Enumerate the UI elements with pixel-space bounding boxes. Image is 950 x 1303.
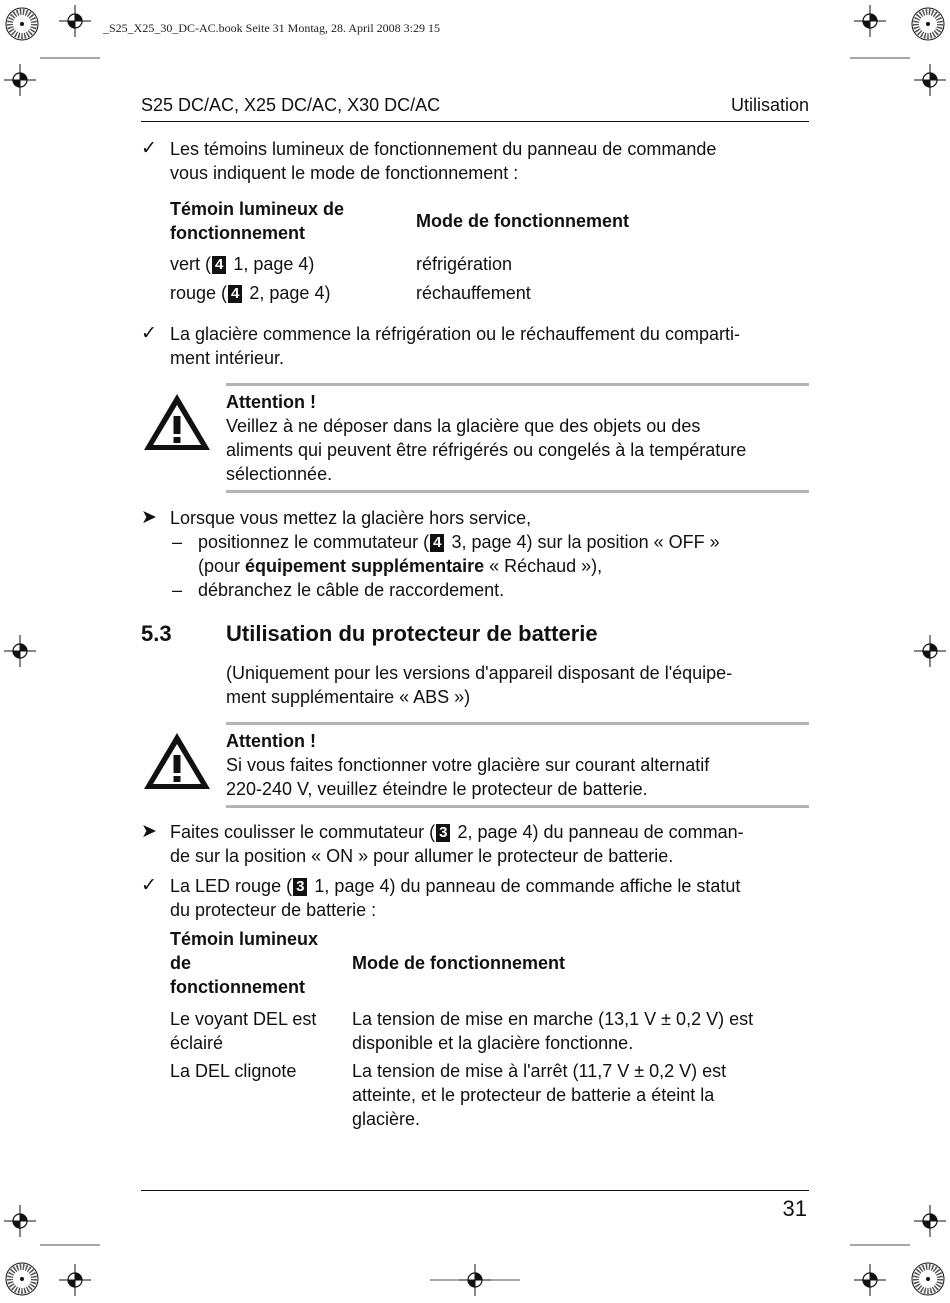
block3-item1: positionnez le commutateur ( 4 3, page 4) sur la position « OFF » <box>198 532 720 552</box>
figure-ref-badge: 3 <box>293 878 307 896</box>
warning1-top-rule <box>226 383 809 386</box>
dash-icon: – <box>172 532 183 552</box>
block3-item1-line2: (pour équipement supplémentaire « Réchaud »), <box>198 556 603 576</box>
table2-row2-c2-l1: La tension de mise à l'arrêt (11,7 V ± 0,2 V) est <box>352 1061 727 1081</box>
block4-line1: Faites coulisser le commutateur ( 3 2, page 4) du panneau de comman- <box>170 822 744 842</box>
table1-row1-indicator: vert ( 4 1, page 4) <box>170 254 315 274</box>
print-slug: _S25_X25_30_DC-AC.book Seite 31 Montag, 28. April 2008 3:29 15 <box>103 21 441 35</box>
table2-row2-c1: La DEL clignote <box>170 1061 297 1081</box>
warning-triangle-icon <box>141 730 213 792</box>
block2-line2: ment intérieur. <box>170 348 285 368</box>
block4-line2: de sur la position « ON » pour allumer le protecteur de batterie. <box>170 846 674 866</box>
check-icon: ✓ <box>141 875 157 896</box>
table2-row2-c2-l3: glacière. <box>352 1109 421 1129</box>
table2-row1-c2-l2: disponible et la glacière fonctionne. <box>352 1033 634 1053</box>
arrow-icon: ➤ <box>141 821 157 842</box>
warning2-title: Attention ! <box>226 731 316 751</box>
page-number: 31 <box>782 1196 807 1221</box>
warning1-line1: Veillez à ne déposer dans la glacière que des objets ou des <box>226 416 701 436</box>
warning2-top-rule <box>226 722 809 725</box>
block3-line1: Lorsque vous mettez la glacière hors service, <box>170 508 532 528</box>
warning1-line2: aliments qui peuvent être réfrigérés ou congelés à la température <box>226 440 747 460</box>
block1-line2: vous indiquent le mode de fonctionnement : <box>170 163 519 183</box>
block2-line1: La glacière commence la réfrigération ou le réchauffement du comparti- <box>170 324 740 344</box>
check-icon: ✓ <box>141 323 157 344</box>
section-number: 5.3 <box>141 621 172 646</box>
header-models: S25 DC/AC, X25 DC/AC, X30 DC/AC <box>141 95 441 115</box>
block1-line1: Les témoins lumineux de fonctionnement du panneau de commande <box>170 139 717 159</box>
warning-triangle-icon <box>141 391 213 453</box>
block5-line2: du protecteur de batterie : <box>170 900 377 920</box>
table2-col2-header: Mode de fonctionnement <box>352 953 565 973</box>
header-rule <box>141 121 809 122</box>
block3-item2: débranchez le câble de raccordement. <box>198 580 505 600</box>
section-intro-line1: (Uniquement pour les versions d'appareil disposant de l'équipe- <box>226 663 733 683</box>
dash-icon: – <box>172 580 183 600</box>
arrow-icon: ➤ <box>141 507 157 528</box>
figure-ref-badge: 4 <box>212 256 226 274</box>
table1-row2-indicator: rouge ( 4 2, page 4) <box>170 283 331 303</box>
table2-row1-c1-l1: Le voyant DEL est <box>170 1009 317 1029</box>
table1-row2-mode: réchauffement <box>416 283 531 303</box>
section-title: Utilisation du protecteur de batterie <box>226 621 598 646</box>
footer-rule <box>141 1190 809 1191</box>
warning2-line2: 220-240 V, veuillez éteindre le protecteur de batterie. <box>226 779 648 799</box>
table2-col1-header-l2: de <box>170 953 192 973</box>
warning1-line3: sélectionnée. <box>226 464 333 484</box>
table2-row1-c1-l2: éclairé <box>170 1033 224 1053</box>
warning2-bottom-rule <box>226 805 809 808</box>
table2-col1-header-l1: Témoin lumineux <box>170 929 319 949</box>
figure-ref-badge: 3 <box>436 824 450 842</box>
check-icon: ✓ <box>141 138 157 159</box>
table1-col2-header: Mode de fonctionnement <box>416 211 629 231</box>
figure-ref-badge: 4 <box>430 534 444 552</box>
warning1-bottom-rule <box>226 490 809 493</box>
table1-row1-mode: réfrigération <box>416 254 513 274</box>
warning1-title: Attention ! <box>226 392 316 412</box>
warning2-line1: Si vous faites fonctionner votre glacière sur courant alternatif <box>226 755 710 775</box>
figure-ref-badge: 4 <box>228 285 242 303</box>
table2-col1-header-l3: fonctionnement <box>170 977 305 997</box>
header-chapter: Utilisation <box>730 95 809 115</box>
table1-col1-header-l1: Témoin lumineux de <box>170 199 345 219</box>
section-intro-line2: ment supplémentaire « ABS ») <box>226 687 471 707</box>
table2-row2-c2-l2: atteinte, et le protecteur de batterie a éteint la <box>352 1085 715 1105</box>
table1-col1-header-l2: fonctionnement <box>170 223 305 243</box>
block5-line1: La LED rouge ( 3 1, page 4) du panneau de commande affiche le statut <box>170 876 741 896</box>
table2-row1-c2-l1: La tension de mise en marche (13,1 V ± 0,2 V) est <box>352 1009 754 1029</box>
